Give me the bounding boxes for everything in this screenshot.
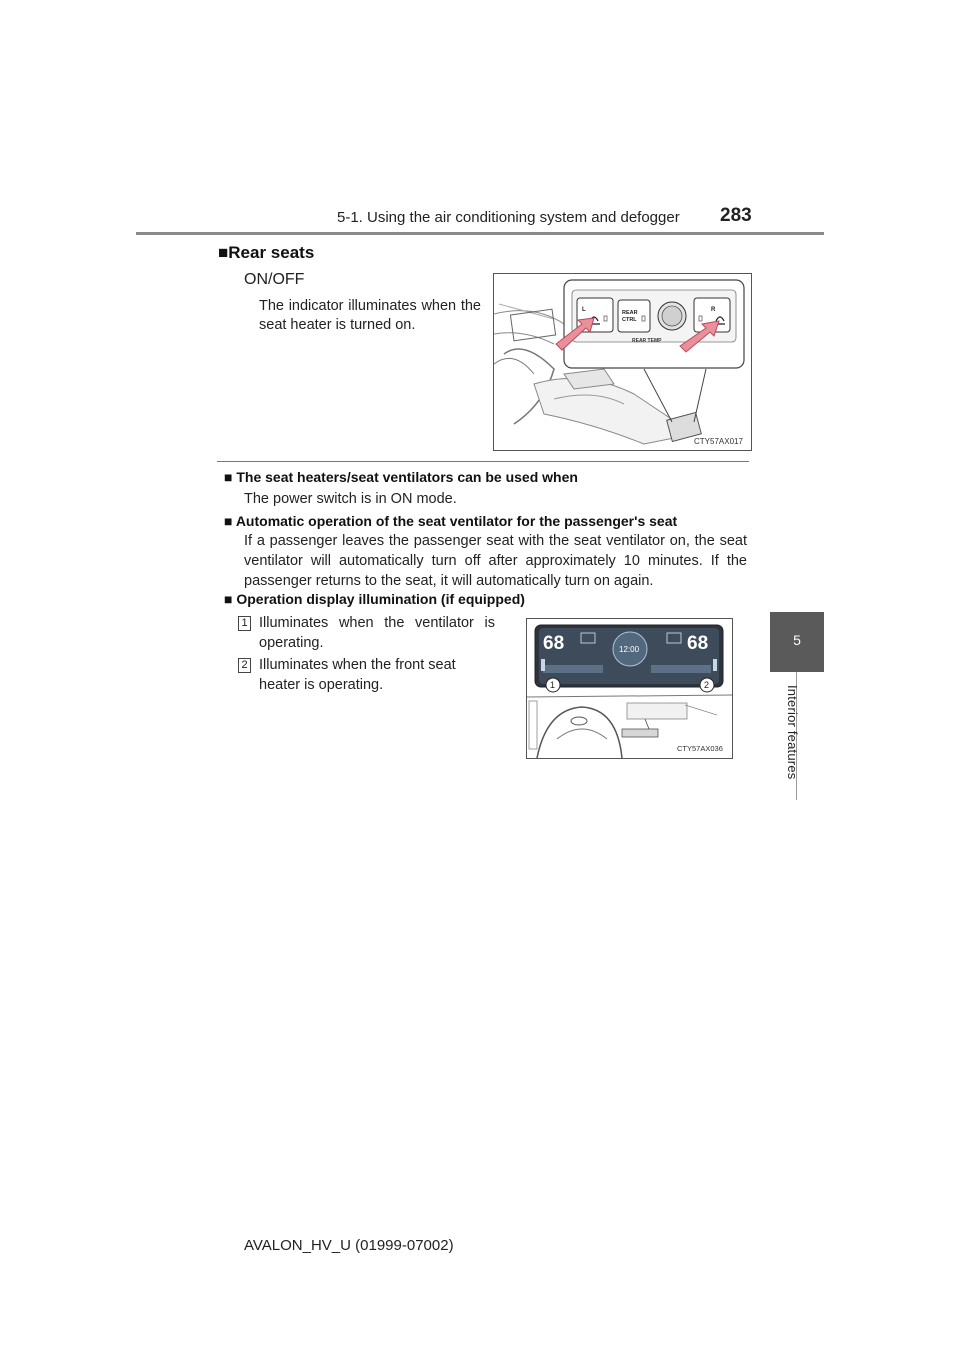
callout-1: 1 bbox=[550, 680, 556, 690]
figure1-caption: CTY57AX017 bbox=[694, 437, 743, 446]
page-number: 283 bbox=[720, 205, 752, 226]
chapter-tab bbox=[770, 612, 824, 672]
button-rear-label: REAR bbox=[622, 310, 638, 316]
item-number-2: 2 bbox=[238, 658, 251, 673]
chapter-number: 5 bbox=[793, 632, 801, 648]
note-body-automatic: If a passenger leaves the passenger seat with the seat ventilator on, the seat ventilator will automatically turn off after approximately 10 minutes. If the passenger returns to the seat, it will automatically turn on again. bbox=[244, 533, 747, 589]
chapter-label-text: Interior features bbox=[785, 685, 800, 780]
note-heading-automatic: ■ Automatic operation of the seat ventilator for the passenger's seat bbox=[224, 513, 678, 529]
button-l-label: L bbox=[582, 307, 586, 313]
header-title: 5-1. Using the air conditioning system and defogger bbox=[337, 209, 680, 226]
temp-left: 68 bbox=[543, 633, 565, 654]
rear-seat-switch-figure bbox=[493, 273, 752, 451]
note-body-usage: The power switch is in ON mode. bbox=[244, 491, 457, 507]
note-heading-usage: ■ The seat heaters/seat ventilators can be used when bbox=[224, 469, 578, 485]
chapter-label bbox=[785, 685, 809, 795]
rear-temp-label: REAR TEMP bbox=[632, 338, 662, 344]
item-text-1: Illuminates when the ventilator is operating. bbox=[259, 615, 495, 651]
climate-display-figure bbox=[526, 618, 733, 759]
section-divider bbox=[217, 461, 749, 462]
onoff-label: ON/OFF bbox=[244, 271, 305, 288]
rear-seat-switch-illustration bbox=[494, 274, 751, 450]
temp-right: 68 bbox=[687, 633, 709, 654]
footer-model-code: AVALON_HV_U (01999-07002) bbox=[244, 1237, 454, 1254]
climate-display-illustration bbox=[527, 619, 732, 758]
note-heading-display: ■ Operation display illumination (if equipped) bbox=[224, 591, 525, 607]
item-number-1: 1 bbox=[238, 616, 251, 631]
section-heading: ■Rear seats bbox=[218, 243, 315, 262]
item-text-2: Illuminates when the front seat heater is operating. bbox=[259, 657, 456, 693]
button-ctrl-label: CTRL bbox=[622, 317, 637, 323]
figure2-caption: CTY57AX036 bbox=[677, 744, 723, 753]
callout-2: 2 bbox=[704, 680, 710, 690]
header-rule bbox=[136, 232, 824, 235]
button-r-label: R bbox=[711, 307, 716, 313]
clock-display: 12:00 bbox=[619, 645, 640, 654]
indicator-text: The indicator illuminates when the seat heater is turned on. bbox=[259, 298, 481, 333]
